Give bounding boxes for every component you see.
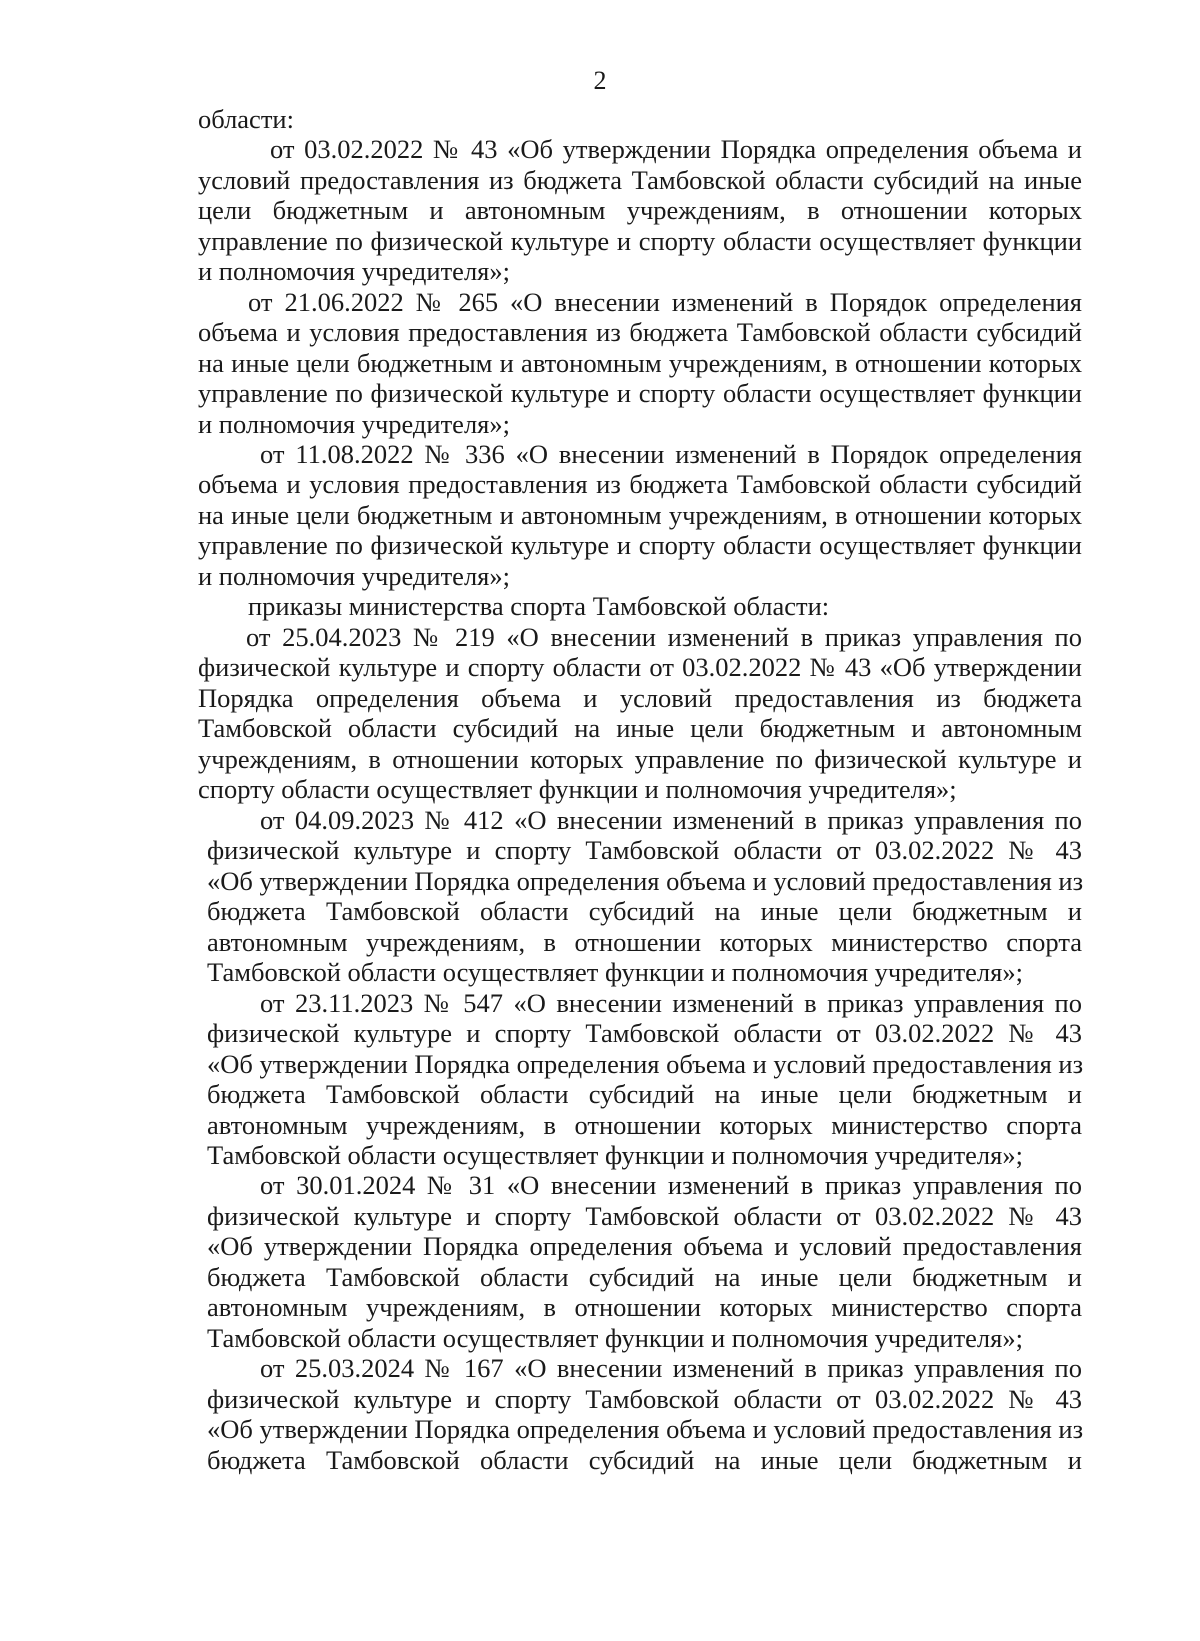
text-line: физической культуре и спорту Тамбовской области от 03.02.2022 № 43 bbox=[207, 835, 1082, 866]
text-line: «Об утверждении Порядка определения объема и условий предоставления из bbox=[207, 1414, 1084, 1445]
text-line: объема и условия предоставления из бюджета Тамбовской области субсидий bbox=[198, 317, 1082, 348]
text-line: «Об утверждении Порядка определения объема и условий предоставления bbox=[207, 1231, 1082, 1262]
paragraph bbox=[198, 622, 1082, 805]
text-line: от 30.01.2024 № 31 «О внесении изменений в приказ управления по bbox=[260, 1170, 1082, 1201]
paragraph bbox=[207, 1170, 1082, 1353]
paragraph bbox=[198, 287, 1082, 439]
paragraph bbox=[207, 988, 1082, 1171]
text-line: приказы министерства спорта Тамбовской области: bbox=[248, 591, 830, 622]
text-line: на иные цели бюджетным и автономным учреждениям, в отношении которых bbox=[198, 499, 1082, 530]
paragraph bbox=[198, 104, 1082, 134]
text-line: от 25.04.2023 № 219 «О внесении изменений в приказ управления по bbox=[246, 621, 1082, 652]
paragraph bbox=[207, 805, 1082, 988]
text-line: физической культуре и спорту Тамбовской области от 03.02.2022 № 43 bbox=[207, 1200, 1082, 1231]
document-body-continued bbox=[207, 805, 1082, 1475]
text-line: управление по физической культуре и спорту области осуществляет функции bbox=[198, 225, 1082, 256]
text-line: бюджета Тамбовской области субсидий на иные цели бюджетным и bbox=[207, 896, 1082, 927]
text-line: автономным учреждениям, в отношении которых министерство спорта bbox=[207, 1109, 1082, 1140]
text-line: управление по физической культуре и спорту области осуществляет функции bbox=[198, 530, 1082, 561]
document-body bbox=[198, 104, 1082, 804]
text-line: Порядка определения объема и условий предоставления из бюджета bbox=[198, 682, 1082, 713]
text-line: бюджета Тамбовской области субсидий на иные цели бюджетным и bbox=[207, 1444, 1082, 1475]
text-line: автономным учреждениям, в отношении которых министерство спорта bbox=[207, 926, 1082, 957]
text-line: Тамбовской области осуществляет функции и полномочия учредителя»; bbox=[207, 1139, 1023, 1170]
paragraph bbox=[198, 134, 1082, 286]
text-line: физической культуре и спорту области от 03.02.2022 № 43 «Об утверждении bbox=[198, 652, 1082, 683]
text-line: и полномочия учредителя»; bbox=[198, 256, 510, 287]
text-line: бюджета Тамбовской области субсидий на иные цели бюджетным и bbox=[207, 1079, 1082, 1110]
paragraph bbox=[198, 591, 1082, 621]
text-line: области: bbox=[198, 104, 294, 134]
text-line: спорту области осуществляет функции и полномочия учредителя»; bbox=[198, 773, 957, 804]
page-number: 2 bbox=[593, 66, 607, 95]
text-line: объема и условия предоставления из бюджета Тамбовской области субсидий bbox=[198, 469, 1082, 500]
text-line: от 23.11.2023 № 547 «О внесении изменений в приказ управления по bbox=[260, 987, 1082, 1018]
text-line: цели бюджетным и автономным учреждениям, в отношении которых bbox=[198, 195, 1082, 226]
text-line: от 11.08.2022 № 336 «О внесении изменений в Порядок определения bbox=[260, 438, 1082, 469]
text-line: от 04.09.2023 № 412 «О внесении изменений в приказ управления по bbox=[260, 805, 1082, 835]
text-line: автономным учреждениям, в отношении которых министерство спорта bbox=[207, 1292, 1082, 1323]
paragraph bbox=[198, 439, 1082, 591]
text-line: управление по физической культуре и спорту области осуществляет функции bbox=[198, 378, 1082, 409]
paragraph bbox=[207, 1353, 1082, 1475]
text-line: Тамбовской области осуществляет функции и полномочия учредителя»; bbox=[207, 1322, 1023, 1353]
text-line: «Об утверждении Порядка определения объема и условий предоставления из bbox=[207, 865, 1084, 896]
text-line: физической культуре и спорту Тамбовской области от 03.02.2022 № 43 bbox=[207, 1383, 1082, 1414]
text-line: Тамбовской области субсидий на иные цели бюджетным и автономным bbox=[198, 713, 1082, 744]
text-line: условий предоставления из бюджета Тамбовской области субсидий на иные bbox=[198, 164, 1082, 195]
text-line: и полномочия учредителя»; bbox=[198, 408, 510, 439]
text-line: учреждениям, в отношении которых управление по физической культуре и bbox=[198, 743, 1082, 774]
text-line: от 25.03.2024 № 167 «О внесении изменений в приказ управления по bbox=[260, 1353, 1082, 1384]
text-line: от 21.06.2022 № 265 «О внесении изменений в Порядок определения bbox=[248, 286, 1082, 317]
text-line: бюджета Тамбовской области субсидий на иные цели бюджетным и bbox=[207, 1261, 1082, 1292]
text-line: «Об утверждении Порядка определения объема и условий предоставления из bbox=[207, 1048, 1084, 1079]
text-line: и полномочия учредителя»; bbox=[198, 560, 510, 591]
text-line: от 03.02.2022 № 43 «Об утверждении Порядка определения объема и bbox=[270, 134, 1082, 165]
text-line: на иные цели бюджетным и автономным учреждениям, в отношении которых bbox=[198, 347, 1082, 378]
text-line: физической культуре и спорту Тамбовской области от 03.02.2022 № 43 bbox=[207, 1018, 1082, 1049]
text-line: Тамбовской области осуществляет функции и полномочия учредителя»; bbox=[207, 957, 1023, 988]
